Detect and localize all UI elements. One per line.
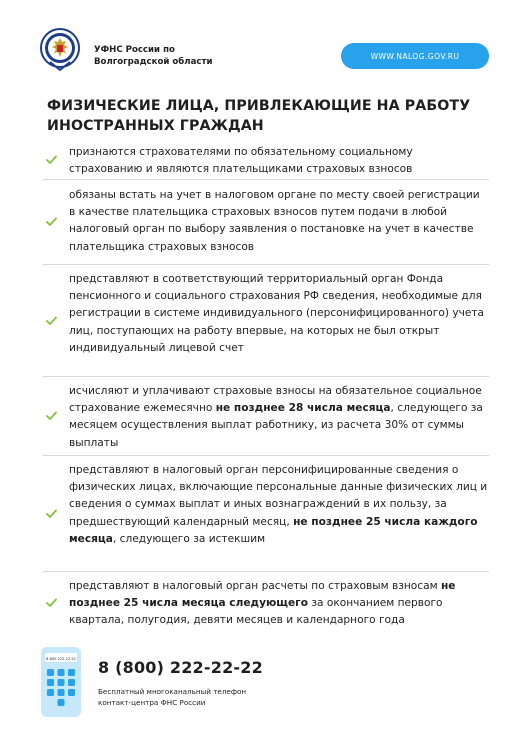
hotline-description-line-1: Бесплатный многоканальный телефон	[98, 687, 247, 696]
website-link[interactable]: WWW.NALOG.GOV.RU	[341, 43, 489, 69]
list-item	[43, 140, 489, 180]
hotline-phone-number[interactable]: 8 (800) 222-22-22	[98, 658, 263, 677]
text-part: , следующего за истекшим	[112, 532, 266, 545]
fns-emblem-icon	[40, 28, 80, 72]
phone-icon	[41, 647, 81, 717]
list-item	[43, 180, 489, 265]
list-item	[43, 377, 489, 456]
list-item-text	[43, 456, 489, 548]
obligations-list	[43, 140, 489, 634]
organization-name	[94, 44, 212, 68]
deadline-text: не позднее 28 числа месяца	[215, 402, 391, 415]
org-line-2: Волгоградской области	[94, 57, 213, 67]
hotline-description-line-2: контакт-центра ФНС России	[98, 698, 206, 707]
text-part: исчисляют и уплачивают страховые взносы на обязательное социальное страхование ежемесячно	[69, 385, 482, 415]
check-icon	[46, 316, 57, 325]
title-line-1: ФИЗИЧЕСКИЕ ЛИЦА, ПРИВЛЕКАЮЩИЕ НА РАБОТУ	[47, 98, 471, 114]
deadline-text: не позднее 25 числа месяца следующего	[69, 580, 456, 610]
list-item-text: представляют в соответствующий территориальный орган Фонда пенсионного и социального страхования РФ сведения, необходимые для регистрации в системе индивидуального (персонифицированного) учета лиц, поступающих на работу впервые, на которых не был открыт индивидуальный лицевой счет	[69, 273, 485, 354]
hotline-description	[98, 686, 318, 708]
text-part: представляют в налоговый орган персонифицированные сведения о физических лицах, включающие персональные данные физических лиц и сведения о суммах выплат и иных вознаграждений в их пользу, за предшествующий календарный месяц,	[69, 464, 488, 528]
header	[0, 0, 522, 80]
list-item-text: признаются страхователями по обязательному социальному страхованию и являются плательщиками страховых взносов	[69, 146, 413, 176]
check-icon	[46, 599, 57, 608]
title-line-2: ИНОСТРАННЫХ ГРАЖДАН	[47, 118, 264, 134]
text-part: , следующего за месяцем осуществления выплат работнику, из расчета 30% от суммы выплаты	[69, 402, 483, 449]
text-part: представляют в налоговый орган расчеты по страховым взносам	[69, 580, 441, 592]
phone-screen-text: 8 800 222 22 22	[46, 656, 76, 661]
check-icon	[46, 412, 57, 421]
page-title	[47, 96, 487, 136]
text-part: за окончанием первого квартала, полугодия, девяти месяцев и календарного года	[69, 597, 443, 627]
list-item-text	[43, 572, 489, 630]
check-icon	[46, 155, 57, 164]
org-line-1: УФНС России по	[94, 45, 175, 55]
list-item	[43, 572, 489, 634]
list-item-text: обязаны встать на учет в налоговом органе по месту своей регистрации в качестве плательщика страховых взносов путем подачи в любой налоговый орган по выбору заявления о постановке на учет в качестве плательщика страховых взносов	[69, 189, 480, 253]
deadline-text: не позднее 25 числа каждого месяца	[69, 515, 478, 545]
list-item	[43, 265, 489, 377]
list-item-text	[43, 377, 489, 452]
check-icon	[46, 509, 57, 518]
list-item	[43, 456, 489, 572]
check-icon	[46, 218, 57, 227]
